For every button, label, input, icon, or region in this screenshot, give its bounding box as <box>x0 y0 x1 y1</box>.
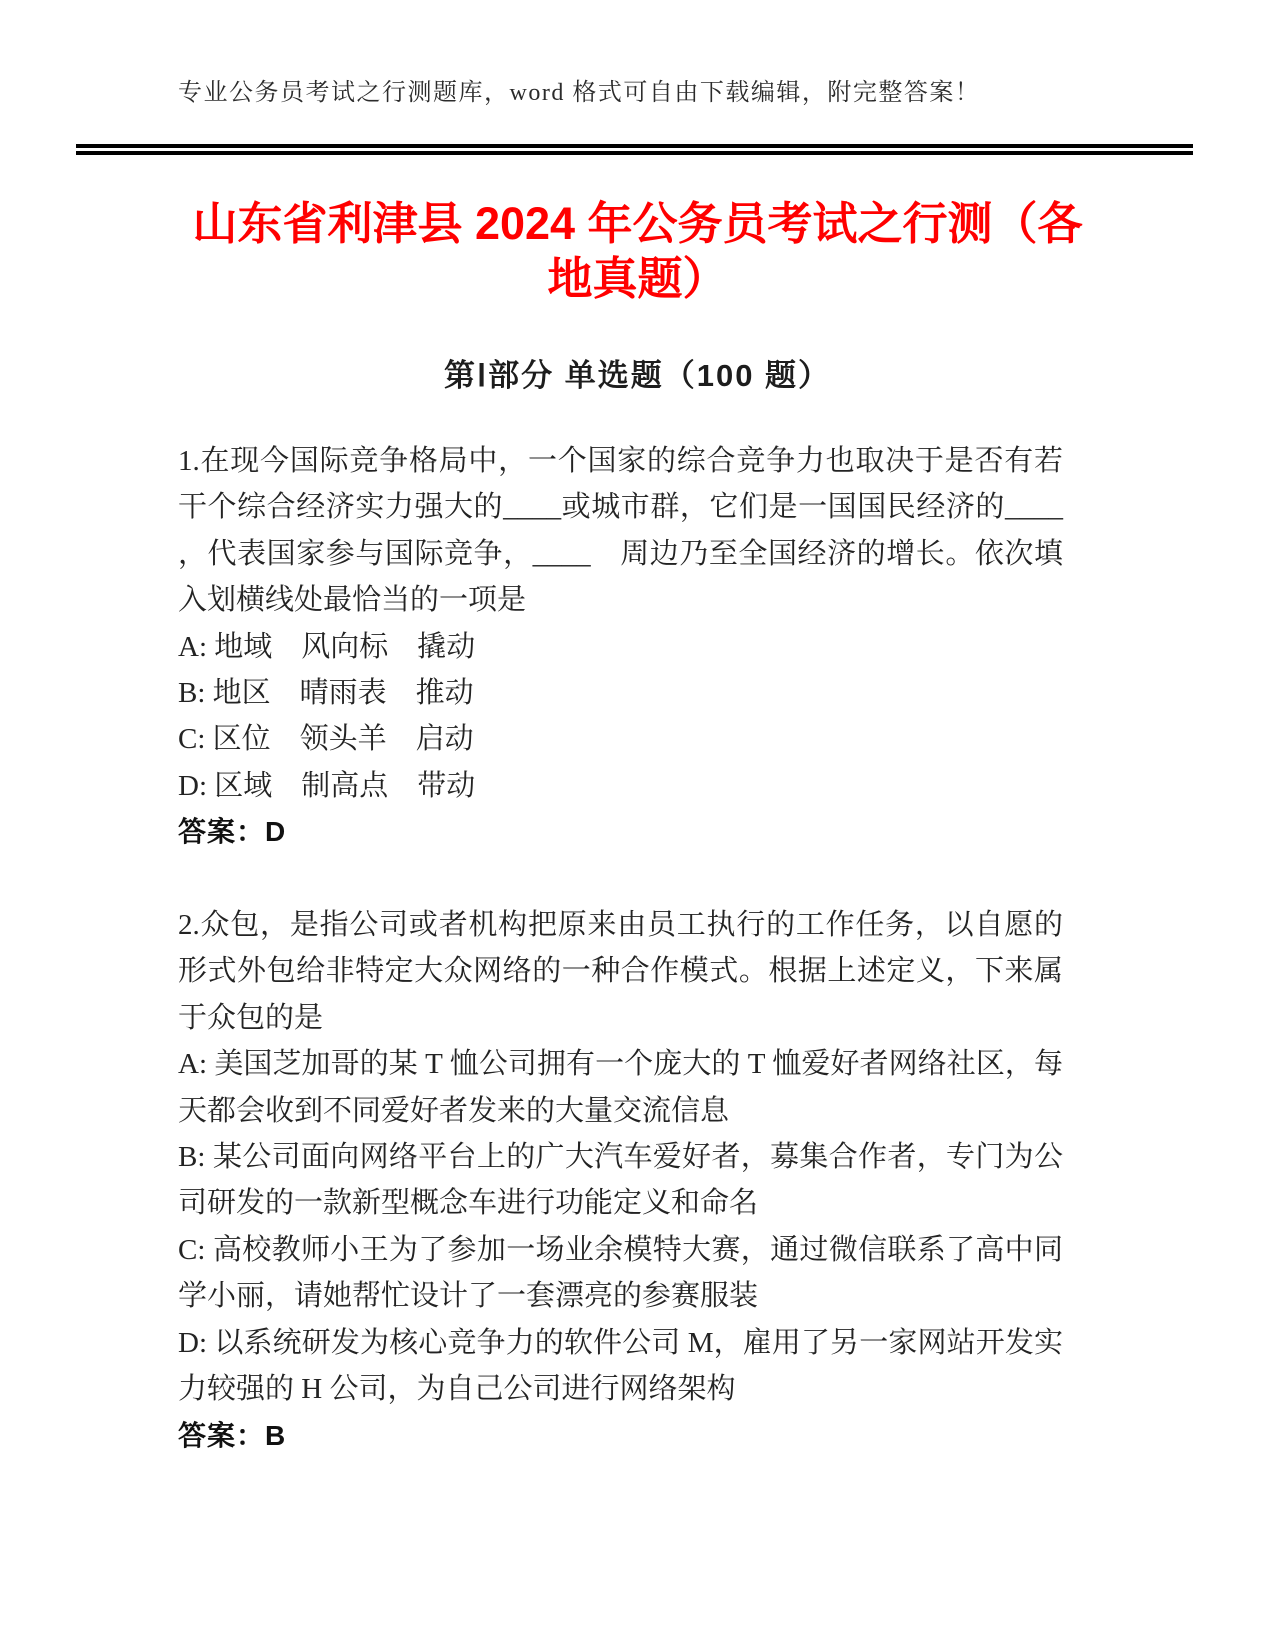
question-1-stem-line-3: ，代表国家参与国际竞争，____ 周边乃至全国经济的增长。依次填 <box>178 537 1063 570</box>
title-line-2: 地真题） <box>547 253 728 304</box>
header-divider <box>76 144 1193 155</box>
question-2 <box>178 902 1063 1459</box>
section-heading: 第Ⅰ部分 单选题（100 题） <box>443 358 832 393</box>
question-2-option-c-line-2: 学小丽，请她帮忙设计了一套漂亮的参赛服装 <box>178 1280 759 1313</box>
answer-value: B <box>265 1419 287 1451</box>
answer-value: D <box>265 816 287 848</box>
question-2-option-a-line-1: A: 美国芝加哥的某 T 恤公司拥有一个庞大的 T 恤爱好者网络社区，每 <box>178 1048 1063 1081</box>
question-1-option-d: D: 区域 制高点 带动 <box>178 769 476 802</box>
question-2-option-b-line-1: B: 某公司面向网络平台上的广大汽车爱好者，募集合作者，专门为公 <box>178 1141 1063 1174</box>
question-2-option-b-line-2: 司研发的一款新型概念车进行功能定义和命名 <box>178 1187 759 1220</box>
question-1-stem-line-1: 1.在现今国际竞争格局中，一个国家的综合竞争力也取决于是否有若 <box>178 445 1063 477</box>
question-list <box>178 438 1063 1459</box>
question-2-stem-line-1: 2.众包，是指公司或者机构把原来由员工执行的工作任务，以自愿的 <box>178 909 1063 942</box>
question-2-stem-line-3: 于众包的是 <box>178 1001 324 1034</box>
answer-label: 答案： <box>178 1419 266 1451</box>
question-2-option-d-line-1: D: 以系统研发为核心竞争力的软件公司 M，雇用了另一家网站开发实 <box>178 1326 1063 1359</box>
header-note: 专业公务员考试之行测题库，word 格式可自由下载编辑，附完整答案！ <box>178 80 981 106</box>
question-2-option-d-line-2: 力较强的 H 公司，为自己公司进行网络架构 <box>178 1373 736 1406</box>
question-1-option-c: C: 区位 领头羊 启动 <box>178 723 474 756</box>
question-2-stem-line-2: 形式外包给非特定大众网络的一种合作模式。根据上述定义，下来属 <box>178 955 1063 988</box>
question-1-stem-line-2: 干个综合经济实力强大的____或城市群，它们是一国国民经济的____ <box>178 491 1063 524</box>
question-2-option-a-line-2: 天都会收到不同爱好者发来的大量交流信息 <box>178 1094 730 1127</box>
question-2-option-c-line-1: C: 高校教师小王为了参加一场业余模特大赛，通过微信联系了高中同 <box>178 1233 1063 1266</box>
question-1-option-a: A: 地域 风向标 撬动 <box>178 630 476 663</box>
answer-label: 答案： <box>178 816 266 848</box>
title-line-1: 山东省利津县 2024 年公务员考试之行测（各 <box>192 198 1083 249</box>
divider-bottom-bar <box>76 151 1193 155</box>
question-1-answer-line <box>178 809 1063 855</box>
question-2-answer-line <box>178 1413 1063 1459</box>
question-1-stem-line-4: 入划横线处最恰当的一项是 <box>178 584 527 617</box>
question-1 <box>178 438 1063 856</box>
document-title <box>0 196 1275 306</box>
question-1-option-b: B: 地区 晴雨表 推动 <box>178 677 474 710</box>
